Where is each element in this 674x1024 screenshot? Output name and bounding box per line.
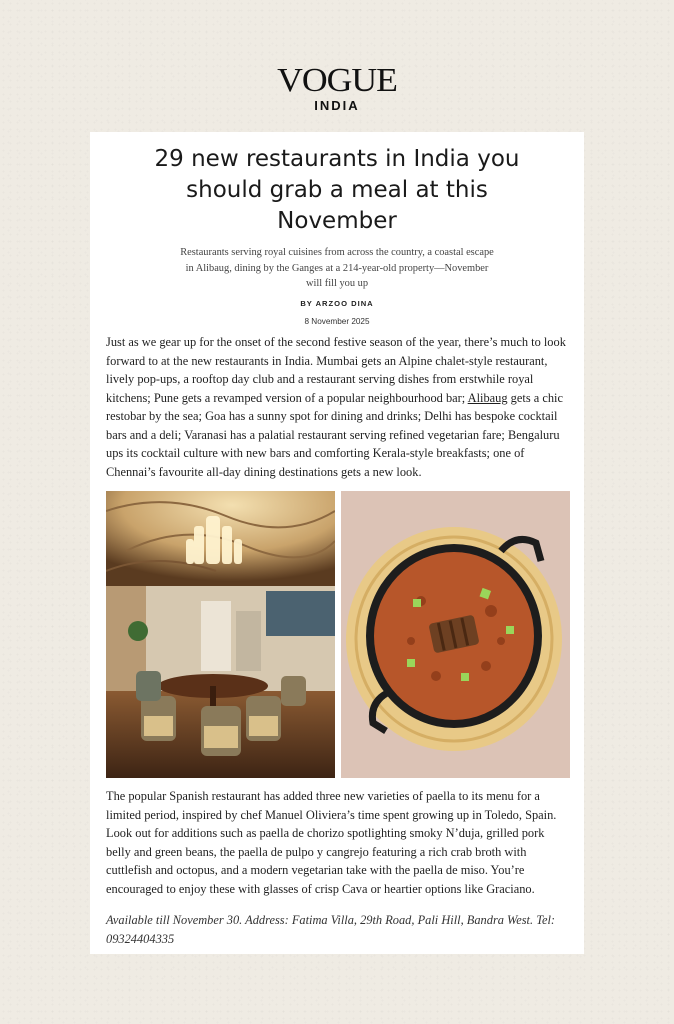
edition-label: INDIA xyxy=(314,98,360,113)
alibaug-link[interactable]: Alibaug xyxy=(467,390,508,405)
article-card xyxy=(90,132,584,954)
intro-text-end: gets a chic restobar by the sea; Goa has a sunny spot for dining and drinks; Delhi has bespoke cocktail bars and a deli; Varanasi has a palatial restaurant serving refined vegetarian fare; Bengaluru ups its cocktail culture with new bars and comforting Kerala-style breakfasts; one of Chennai’s favourite all-day dining destinations gets a new look. xyxy=(106,390,563,479)
restaurant-info: Available till November 30. Address: Fatima Villa, 29th Road, Pali Hill, Bandra West. Tel: 09324404335 xyxy=(106,913,556,946)
brand-logo[interactable]: VOGUE xyxy=(277,62,397,99)
article-headline: 29 new restaurants in India you should grab a meal at this November xyxy=(154,146,520,234)
restaurant-interior-photo xyxy=(106,491,335,778)
intro-text-start: Just as we gear up for the onset of the second festive season of the year, there’s much to look forward to at the new restaurants in India. Mumbai gets an Alpine chalet-style restaurant, lively pop-ups, a rooftop day club and a restaurant serving dishes from erstwhile royal kitchens; Pune gets a revamped version of a popular neighbourhood bar; xyxy=(106,335,566,405)
publish-date: 8 November 2025 xyxy=(304,317,370,326)
intro-paragraph xyxy=(106,333,570,481)
author-byline[interactable]: BY ARZOO DINA xyxy=(300,299,374,308)
paella-paragraph: The popular Spanish restaurant has added three new varieties of paella to its menu for a limited period, inspired by chef Manuel Oliviera’s time spent growing up in Toledo, Spain. Look out for additions such as paella de chorizo spotlighting smoky N’duja, grilled pork belly and green beans, the paella de pulpo y cangrejo featuring a rich crab broth with cuttlefish and octopus, and a modern vegetarian take with the paella de miso. You’re encouraged to enjoy these with glasses of crisp Cava or heartier options like Graciano. xyxy=(106,789,557,896)
paella-dish-photo xyxy=(341,491,570,778)
masthead[interactable] xyxy=(0,64,674,113)
article-dek: Restaurants serving royal cuisines from across the country, a coastal escape in Alibaug, dining by the Ganges at a 214-year-old property—November will fill you up xyxy=(180,247,494,289)
